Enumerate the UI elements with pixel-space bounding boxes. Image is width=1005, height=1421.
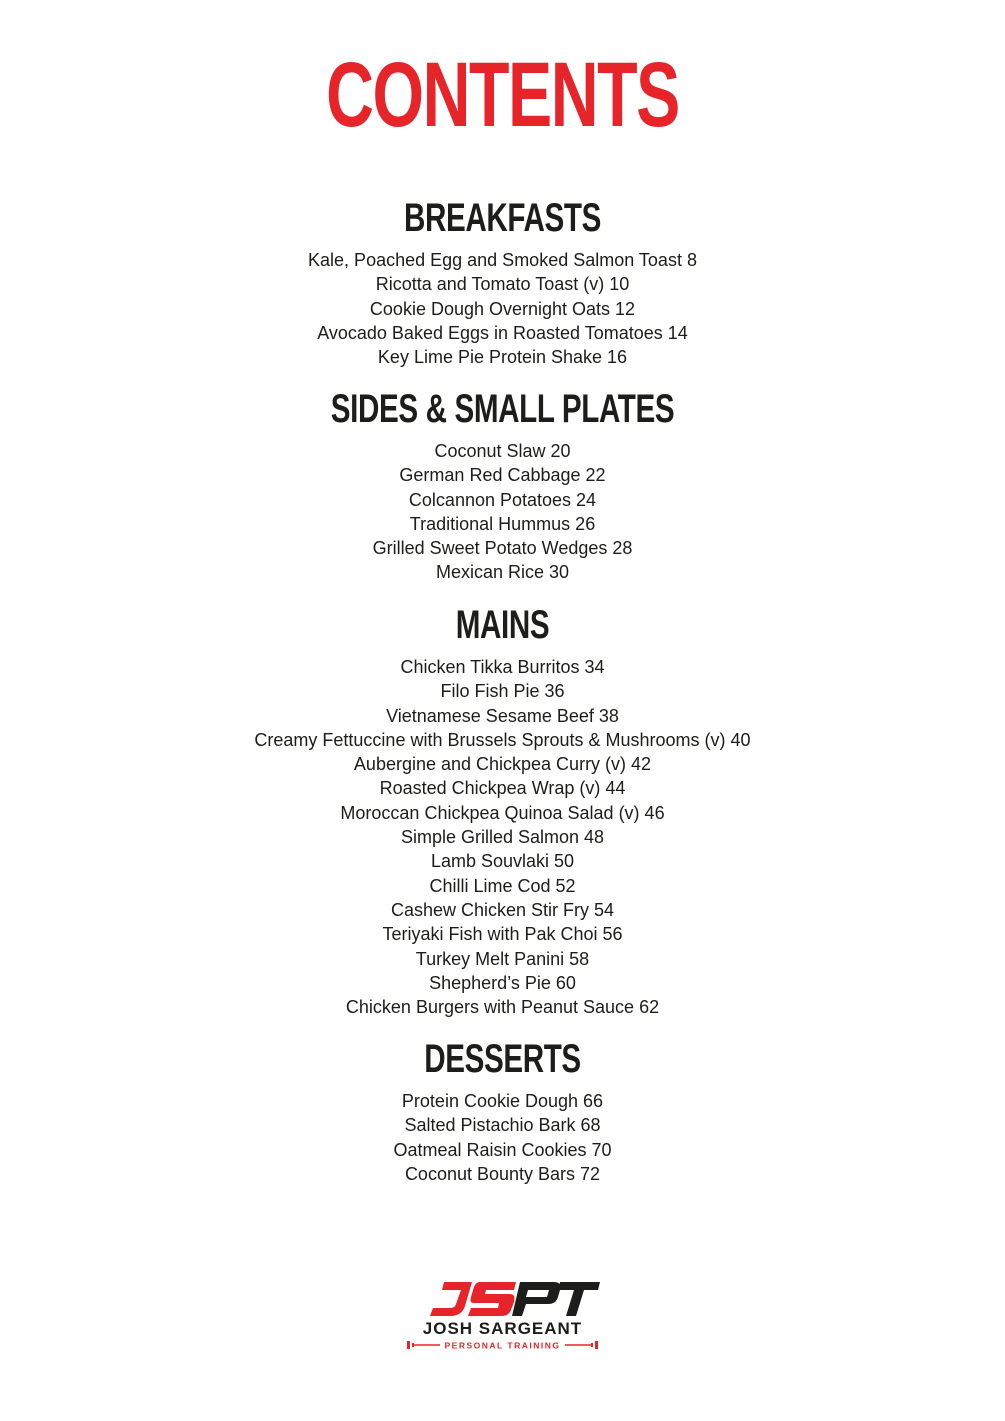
contents-entry: Lamb Souvlaki 50 (430, 851, 575, 872)
contents-entry: Chicken Burgers with Peanut Sauce 62 (345, 997, 660, 1018)
section-heading: SIDES & SMALL PLATES (330, 387, 675, 431)
section-heading: BREAKFASTS (404, 196, 601, 240)
section-desserts (0, 1035, 1005, 1186)
contents-entry: Vietnamese Sesame Beef 38 (386, 705, 619, 726)
contents-entry: Oatmeal Raisin Cookies 70 (393, 1139, 612, 1160)
contents-entry: Creamy Fettuccine with Brussels Sprouts & Mushrooms (v) 40 (254, 729, 751, 750)
contents-entry: Grilled Sweet Potato Wedges 28 (372, 538, 633, 559)
contents-entry: Avocado Baked Eggs in Roasted Tomatoes 14 (317, 322, 688, 343)
section-breakfasts (0, 194, 1005, 369)
contents-entry: Cookie Dough Overnight Oats 12 (369, 298, 636, 319)
contents-entry: Chilli Lime Cod 52 (429, 875, 576, 896)
contents-entry: Key Lime Pie Protein Shake 16 (377, 347, 628, 368)
contents-entry: Salted Pistachio Bark 68 (404, 1115, 601, 1136)
brand-logo (0, 1278, 1005, 1358)
contents-entry: Mexican Rice 30 (435, 562, 570, 583)
section-heading: MAINS (455, 603, 550, 647)
contents-entry: Moroccan Chickpea Quinoa Salad (v) 46 (340, 802, 665, 823)
contents-entry: Roasted Chickpea Wrap (v) 44 (379, 778, 626, 799)
contents-entry: German Red Cabbage 22 (399, 465, 606, 486)
contents-entry: Colcannon Potatoes 24 (408, 489, 597, 510)
section-sides (0, 385, 1005, 585)
contents-entry: Turkey Melt Panini 58 (415, 948, 590, 969)
section-heading: DESSERTS (424, 1037, 581, 1081)
contents-entry: Cashew Chicken Stir Fry 54 (390, 899, 615, 920)
contents-entry: Simple Grilled Salmon 48 (400, 827, 605, 848)
logo-name: JOSH SARGEANT (422, 1319, 583, 1338)
contents-entry: Coconut Bounty Bars 72 (404, 1163, 601, 1184)
page-title: CONTENTS (326, 44, 679, 146)
section-mains (0, 601, 1005, 1019)
contents-entry: Filo Fish Pie 36 (440, 681, 565, 702)
contents-entry: Protein Cookie Dough 66 (401, 1091, 604, 1111)
contents-entry: Ricotta and Tomato Toast (v) 10 (375, 274, 630, 295)
logo-mark (430, 1282, 600, 1316)
contents-entry: Traditional Hummus 26 (409, 513, 596, 534)
logo-tagline: PERSONAL TRAINING (444, 1340, 561, 1351)
contents-entry: Teriyaki Fish with Pak Choi 56 (382, 924, 623, 945)
contents-entry: Chicken Tikka Burritos 34 (400, 657, 605, 677)
contents-entry: Aubergine and Chickpea Curry (v) 42 (353, 754, 652, 775)
contents-entry: Kale, Poached Egg and Smoked Salmon Toast 8 (308, 250, 697, 270)
contents-entry: Coconut Slaw 20 (434, 441, 571, 461)
contents-entry: Shepherd’s Pie 60 (429, 972, 576, 993)
